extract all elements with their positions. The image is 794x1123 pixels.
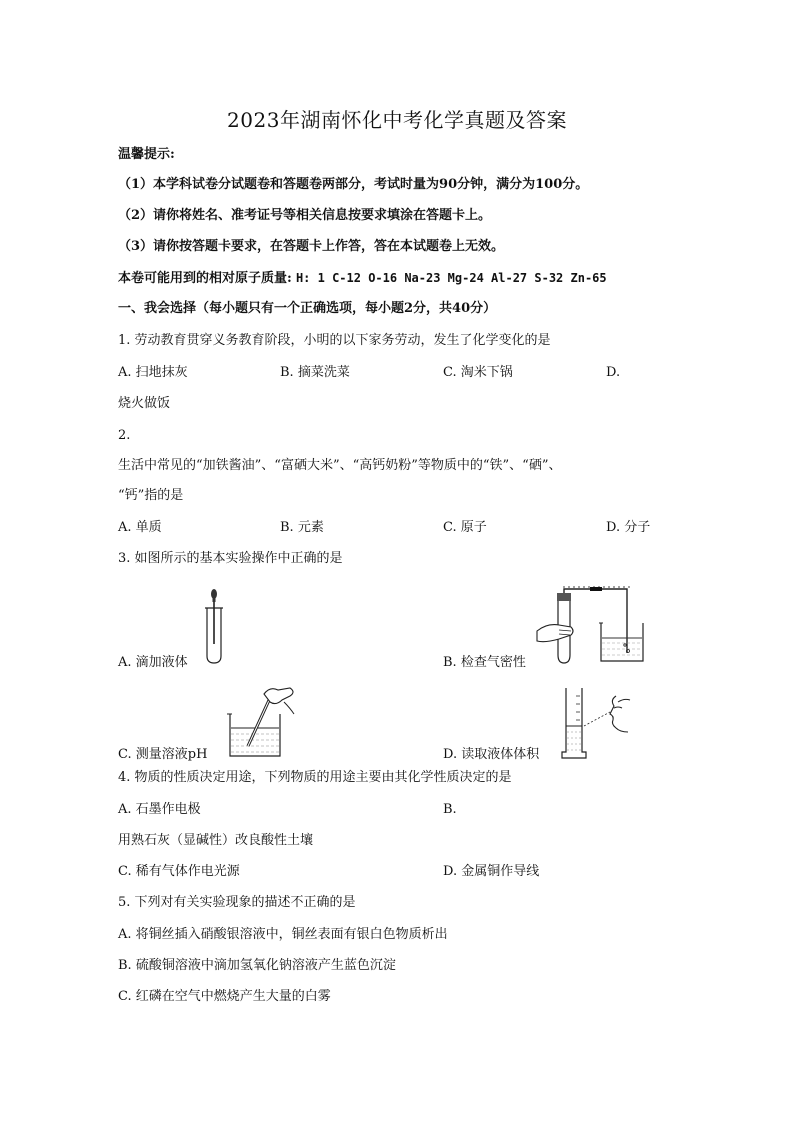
question-1-stem: 1. 劳动教育贯穿义务教育阶段，小明的以下家务劳动，发生了化学变化的是 <box>118 333 551 348</box>
question-2-stem: 生活中常见的“加铁酱油”、“富硒大米”、“高钙奶粉”等物质中的“铁”、“硒”、 <box>118 458 562 473</box>
q1-option-c: C. 淘米下锅 <box>443 365 513 380</box>
q4-option-d: D. 金属铜作导线 <box>443 864 540 879</box>
tip-item: （1）本学科试卷分试题卷和答题卷两部分，考试时量为90分钟，满分为100分。 <box>118 177 589 192</box>
q4-option-c: C. 稀有气体作电光源 <box>118 864 240 879</box>
question-5-stem: 5. 下列对有关实验现象的描述不正确的是 <box>118 895 356 910</box>
atomic-mass-label: 本卷可能用到的相对原子质量: <box>118 271 292 286</box>
q2-option-b: B. 元素 <box>280 520 324 535</box>
dropper-test-tube-figure <box>195 586 235 666</box>
q3-option-b: B. 检查气密性 <box>443 655 526 670</box>
atomic-mass-line <box>118 269 607 288</box>
tip-item: （3）请你按答题卡要求，在答题卡上作答，答在本试题卷上无效。 <box>118 239 505 254</box>
q1-option-d: D. <box>606 365 621 380</box>
tips-heading: 温馨提示: <box>118 147 175 162</box>
q2-option-c: C. 原子 <box>443 520 487 535</box>
q5-option-b: B. 硫酸铜溶液中滴加氢氧化钠溶液产生蓝色沉淀 <box>118 958 396 973</box>
q3-option-d: D. 读取液体体积 <box>443 747 540 762</box>
question-2-number: 2. <box>118 428 131 443</box>
q5-option-a: A. 将铜丝插入硝酸银溶液中，铜丝表面有银白色物质析出 <box>118 927 448 942</box>
q1-option-a: A. 扫地抹灰 <box>118 365 188 380</box>
q1-option-b: B. 摘菜洗菜 <box>280 365 350 380</box>
q5-option-c: C. 红磷在空气中燃烧产生大量的白雾 <box>118 989 331 1004</box>
read-volume-figure <box>558 686 636 760</box>
page-title: 2023年湖南怀化中考化学真题及答案 <box>227 108 567 132</box>
section-heading: 一、我会选择（每小题只有一个正确选项，每小题2分，共40分） <box>118 301 497 316</box>
question-3-stem: 3. 如图所示的基本实验操作中正确的是 <box>118 551 343 566</box>
q4-option-b-text: 用熟石灰（显碱性）改良酸性土壤 <box>118 833 314 848</box>
ph-measure-figure <box>224 684 299 759</box>
q4-option-b: B. <box>443 802 457 817</box>
question-4-stem: 4. 物质的性质决定用途，下列物质的用途主要由其化学性质决定的是 <box>118 770 512 785</box>
q2-option-d: D. 分子 <box>606 520 651 535</box>
q3-option-c: C. 测量溶液pH <box>118 747 208 762</box>
q1-option-d-text: 烧火做饭 <box>118 396 171 411</box>
tip-item: （2）请你将姓名、准考证号等相关信息按要求填涂在答题卡上。 <box>118 208 492 223</box>
question-2-stem-cont: “钙”指的是 <box>118 488 184 503</box>
q2-option-a: A. 单质 <box>118 520 162 535</box>
atomic-mass-values: H: 1 C-12 O-16 Na-23 Mg-24 Al-27 S-32 Zn-65 <box>295 271 607 285</box>
airtightness-figure <box>535 583 647 668</box>
q4-option-a: A. 石墨作电极 <box>118 802 201 817</box>
q3-option-a: A. 滴加液体 <box>118 655 188 670</box>
